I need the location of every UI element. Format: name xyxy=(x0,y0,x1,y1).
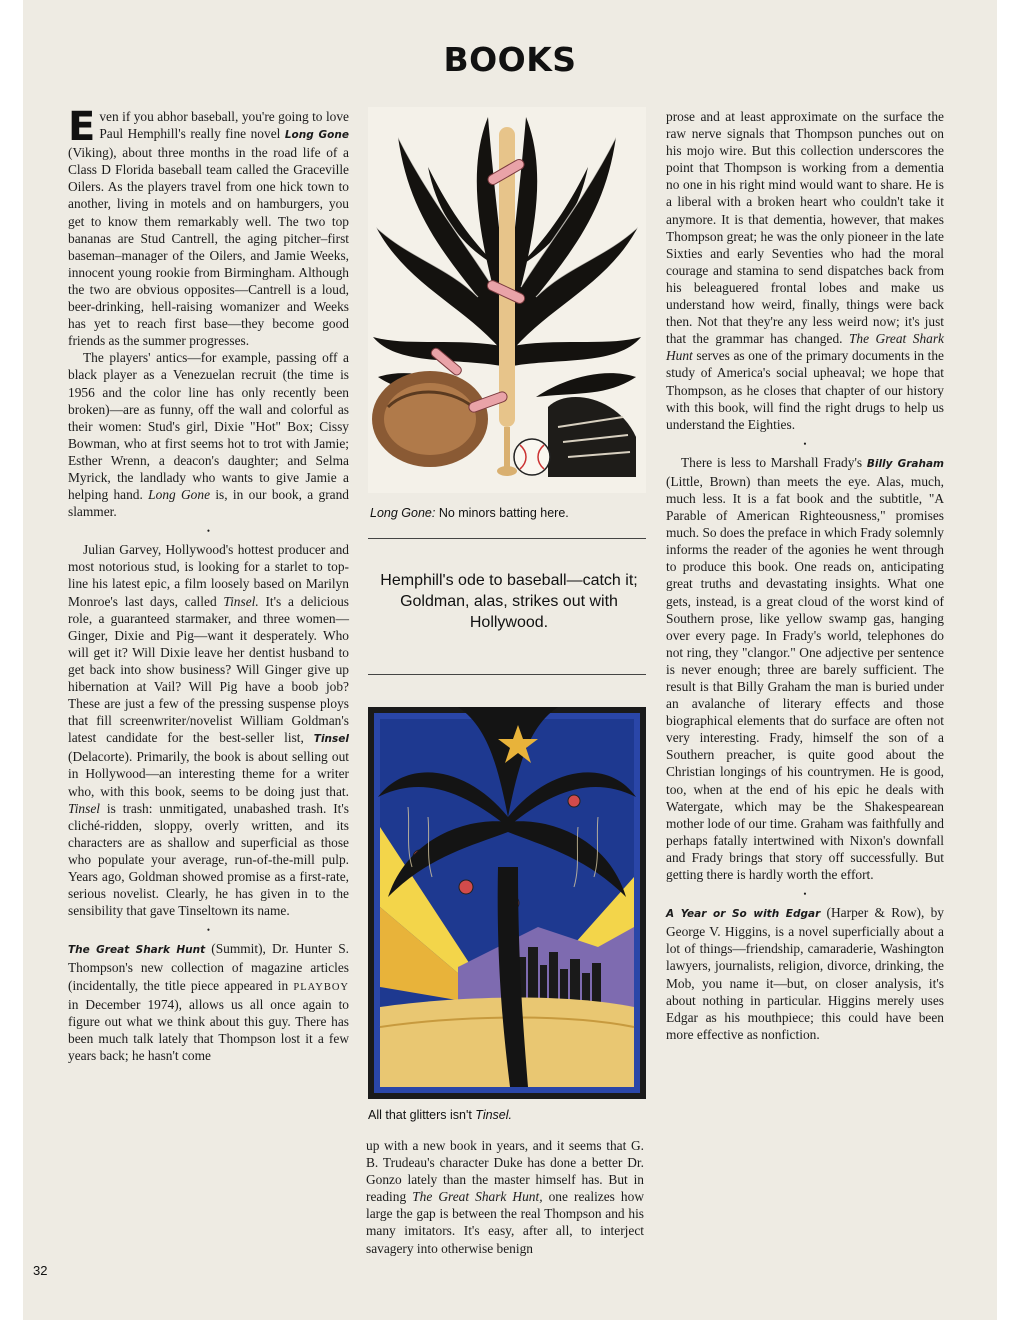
paragraph: up with a new book in years, and it seems that G. B. Trudeau's character Duke has done a better Dr. Gonzo lately than the master himself has. But in reading The Great Shark Hunt, one realizes how large the gap is between the real Thompson and his many imitators. It's easy, after all, to interject savagery into otherwise benign xyxy=(366,1138,644,1256)
baseball-illustration xyxy=(368,107,646,493)
paragraph: prose and at least approximate on the surface the raw nerve signals that Thompson punches out on his mojo wire. But this collection underscores the point that Thompson is working from a dementia no one in his right mind would want to share. He is a liberal with a broken heart who couldn't take it anymore. It is that dementia, however, that makes Thompson great; he was the only pioneer in the late Sixties and early Seventies who had the moral courage and stamina to send dispatches back from his beleaguered frontal lobes and make us understand how weird, finally, things were back then. Not that they're any less weird now; it's just that the grammar has changed. The Great Shark Hunt serves as one of the primary documents in the study of America's social upheaval; we hope that Thompson, as he closes that chapter of our history with this book, will find the right drugs to help us understand the Eighties. xyxy=(666,109,944,432)
book-title: The Great Shark Hunt, xyxy=(412,1189,543,1205)
paragraph-tinsel-review: Julian Garvey, Hollywood's hottest producer and most notorious stud, is looking for a starlet to top-line his latest epic, a film loosely based on Marilyn Monroe's last days, called Tinsel. It's a delicious role, a guaranteed starmaker, and three women—Ginger, Dixie and Pig—want it desperately. Who will get it? Will Dixie leave her dentist husband to get back into show business? Will Ginger give up hibernation at Vail? Will Pig have a boob job? These are just a few of the pressing suspense ploys that fill screenwriter/novelist William Goldman's latest candidate for the best-seller list, Tinsel (Delacorte). Primarily, the book is about selling out in Hollywood—an interesting theme for a writer who, with this book, seems to be doing just that. Tinsel is trash: unmitigated, unabashed trash. It's cliché-ridden, sloppy, overly written, and its characters are as shallow and superficial as those who populate your average, run-of-the-mill pulp. Years ago, Goldman showed promise as a first-rate, serious novelist. Clearly, he has given in to the sensibility that gave Tinseltown its name. xyxy=(68,542,349,919)
hollywood-palm-illustration xyxy=(368,707,646,1099)
book-title: A Year or So with Edgar xyxy=(666,908,821,921)
book-title: Tinsel xyxy=(68,800,100,816)
pull-quote: Hemphill's ode to baseball—catch it; Goldman, alas, strikes out with Hollywood. xyxy=(380,572,638,631)
illustration-caption: All that glitters isn't Tinsel. xyxy=(368,1108,513,1122)
drop-cap: E xyxy=(68,104,96,150)
column-left xyxy=(68,104,349,1064)
section-bullet: • xyxy=(803,438,807,449)
book-title: The Great Shark Hunt xyxy=(68,944,206,957)
book-title: The Great Shark Hunt xyxy=(666,331,944,364)
page-number: 32 xyxy=(33,1263,48,1278)
paragraph-edgar-review: A Year or So with Edgar (Harper & Row), by George V. Higgins, is a novel superficially about a lot of things—friendship, camaraderie, Washington lawyers, journalists, religion, divorce, drinking, the Mob, you name it—but, on closer analysis, it's about nothing in particular. Higgins merely uses Edgar as his mouthpiece; this could have been more effective as nonfiction. xyxy=(666,905,945,1042)
book-title: Long Gone xyxy=(284,129,349,142)
divider-rule xyxy=(368,674,646,675)
book-title: Long Gone xyxy=(148,487,211,503)
section-bullet: • xyxy=(206,526,211,537)
paragraph: The players' antics—for example, passing off a black player as a Venezuelan recruit (the time is 1956 and the color line has only recently been broken)—are as funny, off the wall and colorful as their women: Stud's girl, Dixie "Hot" Box; Cissy Bowman, who at first seems hot to trot with Jamie; Esther Wrenn, a deacon's daughter; and Selma Myrick, the landlady who wants to give Jamie a helping hand. Long Gone is, in our book, a grand slammer. xyxy=(68,350,349,520)
book-title: Billy Graham xyxy=(866,457,944,470)
column-middle-text xyxy=(366,1137,644,1257)
magazine-name: PLAYBOY xyxy=(293,981,349,993)
paragraph-billy-graham-review: There is less to Marshall Frady's Billy Graham (Little, Brown) than meets the eye. Alas, much, much less. It is a fat book and the subtitle, "A Parable of American Righteousness," promises much. So does the preface in which Frady solemnly informs the reader of the agonies he went through to produce this book. One reads on, anticipating great truths and devastating insights. What one gets, instead, is a great cloud of the worst kind of Southern prose, like yellow swamp gas, hanging over every page. In Frady's world, telephones do not ring, they "clangor." One adjective per sentence is never enough; three are barely sufficient. The result is that Billy Graham the man is buried under an avalanche of literary effects and those biographical elements that do surface are often not very interesting. Frady, himself the son of a Southern preacher, is quite good about the Christian longings of his countrymen. He is good, too, when at the end of his epic he deals with Watergate, which may be the Shakespearean mother lode of our time. Graham was faithfully and perhaps fatally intertwined with Nixon's downfall and Frady brings that story off successfully. But getting there is hardly worth the effort. xyxy=(666,454,944,883)
divider-rule xyxy=(368,538,646,539)
book-title: Tinsel xyxy=(313,733,349,746)
section-bullet: • xyxy=(206,925,211,936)
section-bullet: • xyxy=(803,889,807,900)
paragraph-long-gone-review: Even if you abhor baseball, you're going to love Paul Hemphill's really fine novel Long Gone (Viking), about three months in the road life of a Class D Florida baseball team called the Graceville Oilers. As the players travel from one hick town to another, living in motels and on hamburgers, you get to know them remarkably well. The two top bananas are Stud Cantrell, the aging pitcher–first baseman–manager of the Oilers, and Jamie Weeks, innocent young rookie from Birmingham. Although the two are obvious opposites—Cantrell is a loud, beer-drinking, hell-raising womanizer and Weeks has yet to reach first base—they become good friends as the summer progresses. xyxy=(68,104,349,349)
column-right xyxy=(666,108,944,1043)
illustration-caption: Long Gone: No minors batting here. xyxy=(370,506,569,520)
book-title: Tinsel. xyxy=(223,593,259,609)
paragraph-shark-hunt-review: The Great Shark Hunt (Summit), Dr. Hunter S. Thompson's new collection of magazine articles (incidentally, the title piece appeared in PLAYBOY in December 1974), allows us all once again to figure out what we think about this guy. There has been much talk lately that Thompson lost it a few years back; he hasn't come xyxy=(68,941,349,1063)
section-title: BOOKS xyxy=(443,40,577,79)
